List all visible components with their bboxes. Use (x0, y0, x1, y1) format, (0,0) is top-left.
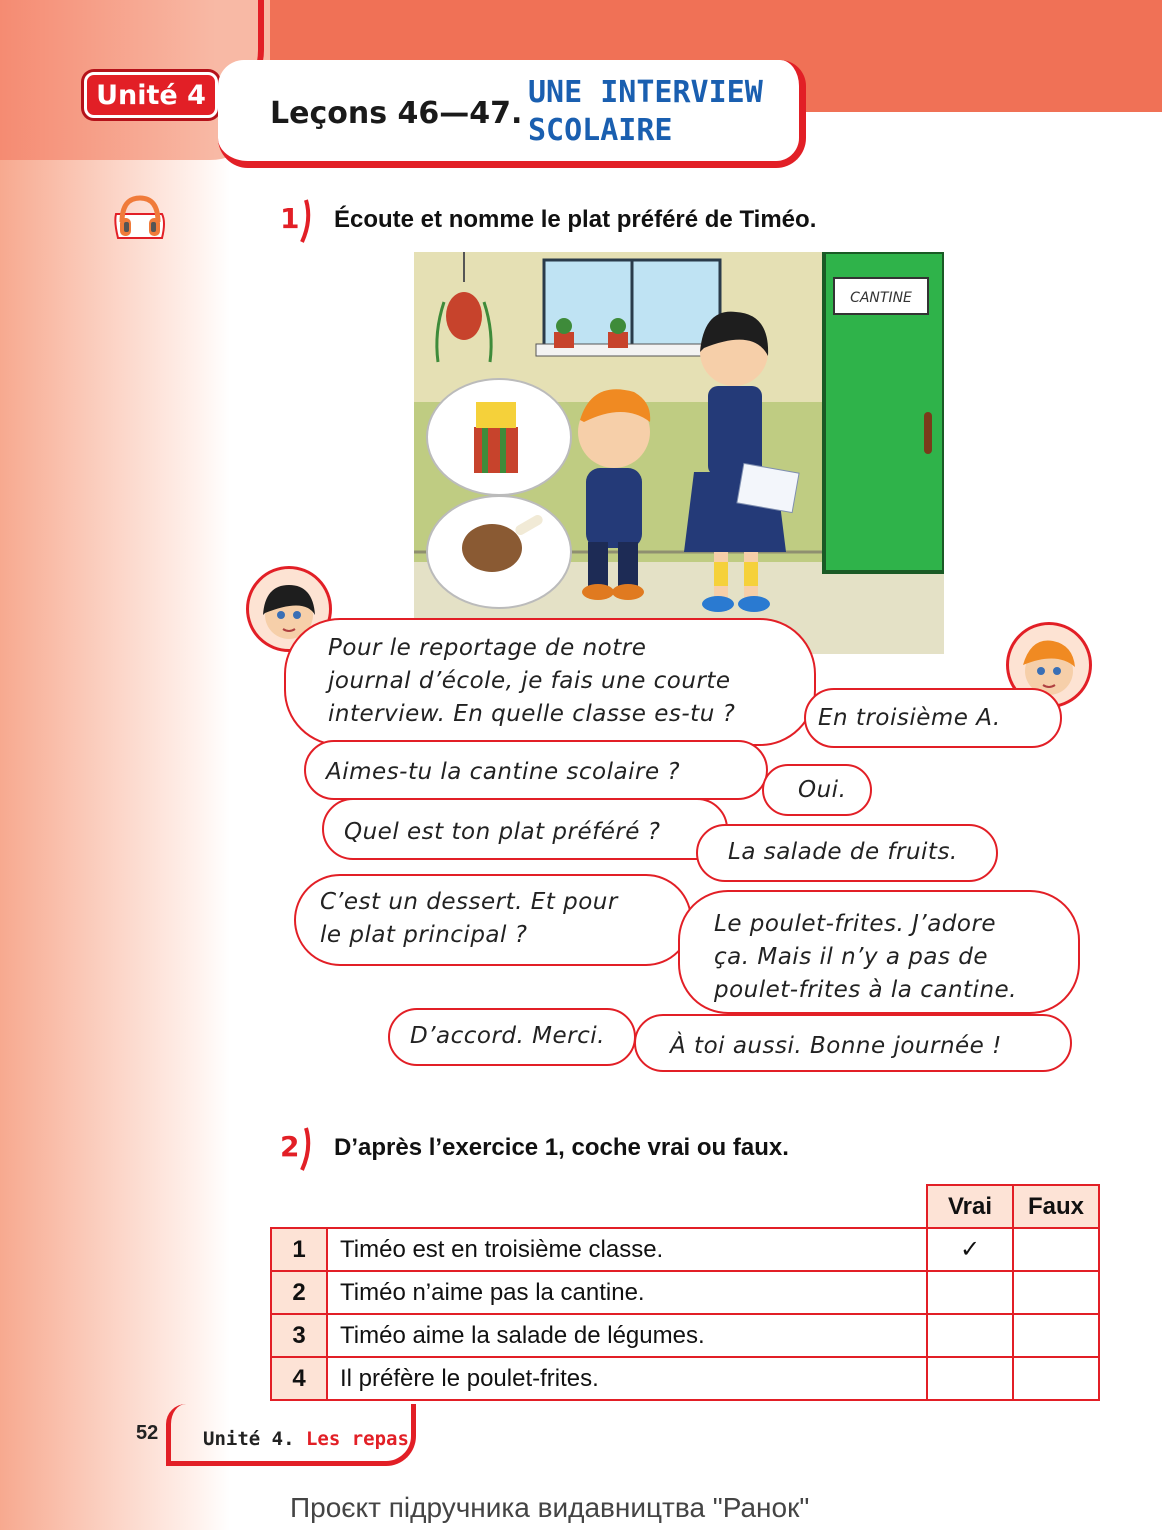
dialogue-text-8: Le poulet-frites. J’adore ça. Mais il n’y a pas de poulet-frites à la cantine. (714, 911, 1017, 1003)
table-header-row (271, 1185, 1099, 1228)
page-number: 52 (136, 1422, 159, 1444)
row-statement: Timéo n’aime pas la cantine. (327, 1271, 927, 1314)
column-vrai: Vrai (927, 1185, 1013, 1228)
dialogue-text-6: La salade de fruits. (728, 839, 958, 865)
dialogue-bubble-6 (696, 824, 998, 882)
dialogue-bubble-5 (322, 798, 728, 860)
dialogue-text-4: Oui. (798, 777, 847, 803)
lessons-label: Leçons 46—47. (270, 96, 523, 131)
lesson-title-line2: SCOLAIRE (528, 113, 673, 148)
faux-checkbox[interactable] (1013, 1228, 1099, 1271)
footer-unit-title: Les repas (305, 1428, 409, 1450)
table-row (271, 1314, 1099, 1357)
vrai-checkbox[interactable]: ✓ (927, 1228, 1013, 1271)
true-false-table (270, 1184, 1100, 1401)
headphones-icon[interactable] (112, 192, 168, 242)
cantine-illustration (414, 252, 944, 654)
exercise-2-number-text: 2 (280, 1130, 300, 1163)
row-statement: Il préfère le poulet-frites. (327, 1357, 927, 1400)
dialogue-text-10: À toi aussi. Bonne journée ! (670, 1033, 1002, 1059)
table-row (271, 1228, 1099, 1271)
faux-checkbox[interactable] (1013, 1314, 1099, 1357)
row-number: 4 (271, 1357, 327, 1400)
dialogue-text-3: Aimes-tu la cantine scolaire ? (326, 759, 681, 785)
row-statement: Timéo aime la salade de légumes. (327, 1314, 927, 1357)
faux-checkbox[interactable] (1013, 1271, 1099, 1314)
dialogue-text-2: En troisième A. (818, 705, 1001, 731)
vrai-checkbox[interactable] (927, 1314, 1013, 1357)
exercise-2-instruction: D’après l’exercice 1, coche vrai ou faux. (334, 1134, 789, 1161)
lesson-title (528, 74, 798, 150)
footer-hook-decor (166, 1404, 186, 1466)
row-number: 3 (271, 1314, 327, 1357)
row-statement: Timéo est en troisième classe. (327, 1228, 927, 1271)
footer-unit-label (203, 1428, 409, 1450)
exercise-1-number (262, 196, 316, 246)
dialogue-bubble-9 (388, 1008, 636, 1066)
dialogue-bubble-1 (284, 618, 816, 746)
unit-badge: Unité 4 (84, 72, 218, 118)
dialogue-text-5: Quel est ton plat préféré ? (344, 819, 661, 845)
faux-checkbox[interactable] (1013, 1357, 1099, 1400)
dialogue-text-9: D’accord. Merci. (410, 1023, 605, 1049)
exercise-2-number (262, 1124, 316, 1174)
vrai-checkbox[interactable] (927, 1271, 1013, 1314)
dialogue-text-7: C’est un dessert. Et pour le plat principal ? (320, 889, 618, 948)
column-faux: Faux (1013, 1185, 1099, 1228)
dialogue-bubble-3 (304, 740, 768, 800)
dialogue-bubble-8 (678, 890, 1080, 1014)
lesson-title-line1: UNE INTERVIEW (528, 75, 763, 110)
dialogue-bubble-10 (634, 1014, 1072, 1072)
row-number: 1 (271, 1228, 327, 1271)
publisher-note: Проєкт підручника видавництва "Ранок" (290, 1492, 810, 1523)
dialogue-text-1: Pour le reportage de notre journal d’école, je fais une courte interview. En quelle classe es-tu ? (328, 635, 736, 727)
vrai-checkbox[interactable] (927, 1357, 1013, 1400)
row-number: 2 (271, 1271, 327, 1314)
cantine-sign: CANTINE (850, 290, 912, 306)
dialogue-bubble-2 (804, 688, 1062, 748)
dialogue-bubble-7 (294, 874, 692, 966)
footer-unit: Unité 4. (203, 1428, 295, 1450)
exercise-1-instruction: Écoute et nomme le plat préféré de Timéo. (334, 206, 817, 233)
table-row (271, 1271, 1099, 1314)
dialogue-bubble-4 (762, 764, 872, 816)
table-row (271, 1357, 1099, 1400)
exercise-1-number-text: 1 (280, 202, 300, 235)
